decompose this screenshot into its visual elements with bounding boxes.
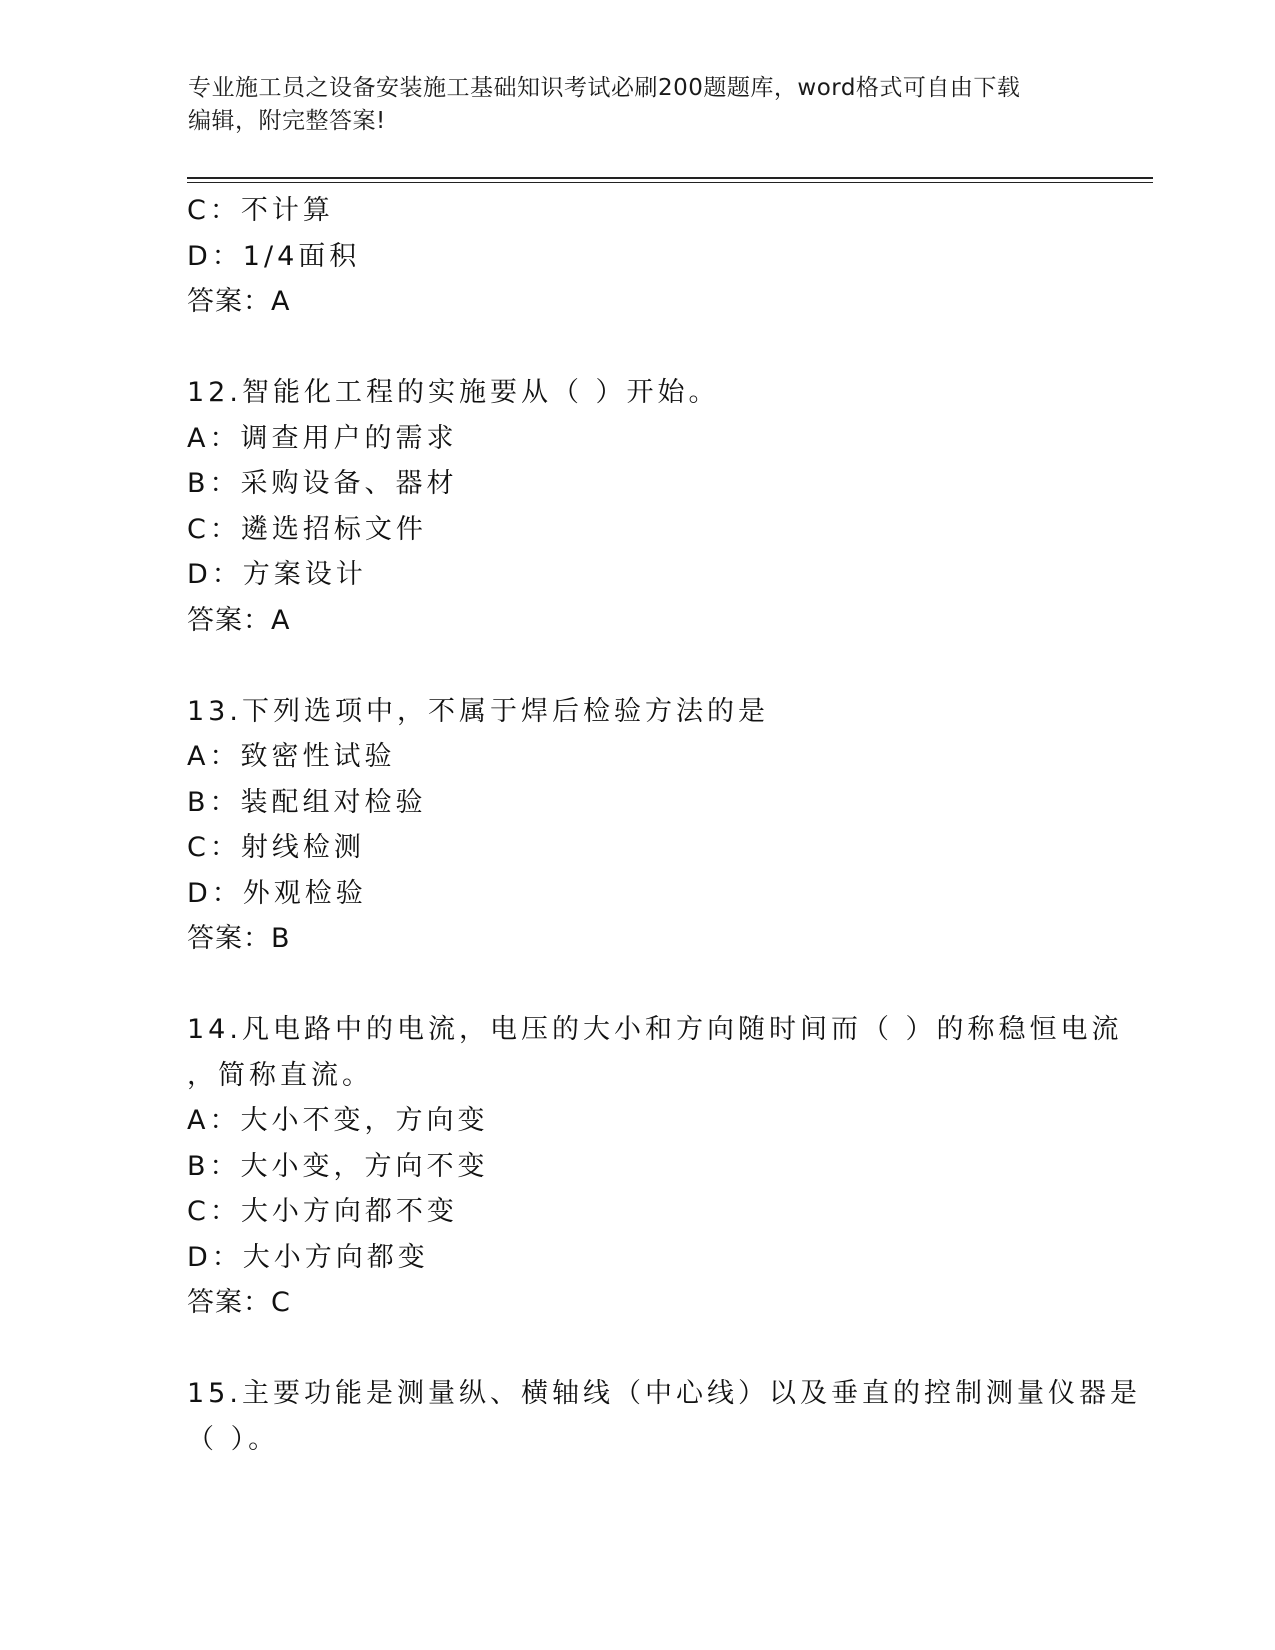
answer-line: 答案：C: [187, 1287, 291, 1318]
option-a: A：大小不变，方向变: [187, 1105, 489, 1136]
answer-line: 答案：A: [187, 604, 291, 636]
spacer: [187, 1326, 1087, 1372]
question-11: [187, 188, 1087, 325]
option-b: B：大小变，方向不变: [187, 1150, 489, 1182]
answer-line: 答案：A: [187, 286, 291, 317]
option-d: D：方案设计: [187, 559, 367, 590]
question-13: [187, 689, 1087, 962]
question-stem-line-2: ，简称直流。: [187, 1059, 373, 1091]
option-c: C：遴选招标文件: [187, 513, 427, 545]
option-c: C：大小方向都不变: [187, 1196, 458, 1227]
spacer: [187, 962, 1087, 1008]
header-divider-thin: [187, 182, 1153, 183]
option-b: B：装配组对检验: [187, 786, 427, 818]
header-divider-thick: [187, 177, 1153, 179]
question-stem: 13.下列选项中，不属于焊后检验方法的是: [187, 695, 769, 727]
header-line-2: 编辑，附完整答案!: [188, 108, 386, 134]
header-line-1: 专业施工员之设备安装施工基础知识考试必刷200题题库，word格式可自由下载: [188, 75, 1021, 101]
option-d: D：外观检验: [187, 877, 367, 909]
option-c: C：射线检测: [187, 832, 365, 863]
option-a: A：致密性试验: [187, 741, 396, 772]
question-15: [187, 1371, 1141, 1462]
option-d: D：大小方向都变: [187, 1241, 429, 1273]
option-d: D：1/4面积: [187, 240, 361, 272]
spacer: [187, 325, 1087, 371]
question-12: [187, 370, 1087, 643]
question-stem-line-2: （ ）。: [187, 1423, 280, 1455]
option-a: A：调查用户的需求: [187, 422, 458, 454]
option-b: B：采购设备、器材: [187, 468, 458, 499]
question-stem-line-1: 14.凡电路中的电流，电压的大小和方向随时间而（ ）的称稳恒电流: [187, 1014, 1123, 1045]
question-stem: 12.智能化工程的实施要从（ ）开始。: [187, 377, 720, 408]
spacer: [187, 643, 1087, 689]
question-stem-line-1: 15.主要功能是测量纵、横轴线（中心线）以及垂直的控制测量仪器是: [187, 1378, 1141, 1409]
option-c: C：不计算: [187, 195, 334, 226]
answer-line: 答案：B: [187, 923, 291, 954]
question-14: [187, 1007, 1123, 1326]
document-header: [188, 72, 1068, 138]
question-list: [187, 188, 1141, 1462]
